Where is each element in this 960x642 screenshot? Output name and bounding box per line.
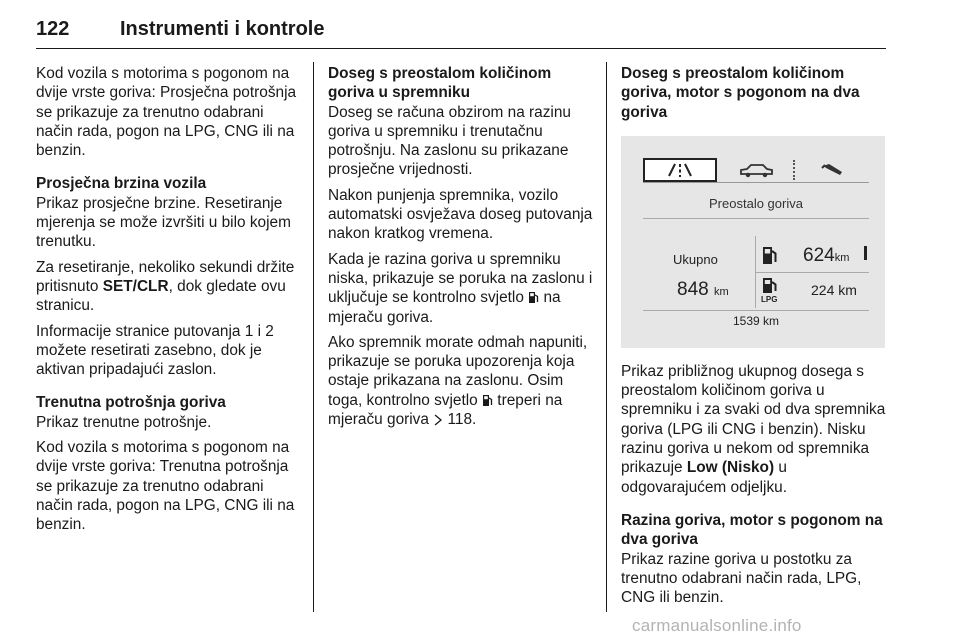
display-fuel2-range: 224 km <box>811 281 857 298</box>
display-sum-range: 1539 km <box>732 313 780 328</box>
watermark: carmanualsonline.info <box>632 616 802 635</box>
display-horizontal-separator <box>755 272 869 273</box>
tabs-underline <box>643 182 869 183</box>
current-consumption-paragraph: Prikaz trenutne potrošnje. <box>36 413 212 431</box>
average-speed-paragraph: Prikaz prosječne brzine. Resetiranje mjerenja se može izvršiti u bilo kojem trenutku. <box>36 194 291 251</box>
refuel-paragraph: Nakon punjenja spremnika, vozilo automatski osvježava doseg putovanja nakon kratkog vremena. <box>328 186 593 243</box>
set-clr-key: SET/CLR <box>102 277 169 295</box>
bifuel-consumption-paragraph: Kod vozila s motorima s pogonom na dvije vrste goriva: Trenutna potrošnja se prikazuje za trenutno odabrani način rada, pogon na LPG, CNG ili na benzin. <box>36 439 295 534</box>
empty-tank-text-a: Ako spremnik morate odmah napuniti, prikazuje se poruka upozorenja koja ostaje prikazana na zaslonu. Osim toga, kontrolno svjetlo <box>328 333 588 409</box>
display-label-total: Ukupno <box>673 251 718 267</box>
range-display-figure <box>621 136 885 348</box>
fuel-pump-icon <box>528 291 539 304</box>
empty-tank-paragraph <box>328 333 594 429</box>
low-fuel-text-a: Kada je razina goriva u spremniku niska, prikazuje se poruka na zaslonu i uključuje se kontrolno svjetlo <box>328 250 593 307</box>
car-icon <box>719 158 793 182</box>
tab-road <box>643 158 717 182</box>
intro-paragraph: Kod vozila s motorima s pogonom na dvije vrste goriva: Prosječna potrošnja se prikazuje za trenutno odabrani način rada, pogon na LPG, CNG ili na benzin. <box>36 65 297 160</box>
reset-text-a: Za resetiranje, nekoliko sekundi držite pritisnuto <box>36 258 295 295</box>
fuel1-range-value: 624 <box>803 244 835 266</box>
display-total-range <box>677 280 729 302</box>
low-label: Low (Nisko) <box>686 459 775 477</box>
low-fuel-text-b: na mjeraču goriva. <box>328 289 561 326</box>
heading-average-speed: Prosječna brzina vozila <box>36 175 207 193</box>
display-screen <box>643 158 869 326</box>
display-tabs <box>643 158 869 184</box>
total-range-value: 848 <box>677 278 709 300</box>
fuel1-range-unit: km <box>834 251 850 264</box>
heading-current-consumption: Trenutna potrošnja goriva <box>36 394 226 412</box>
column-1 <box>36 64 302 541</box>
display-description-text: Prikaz približnog ukupnog dosega s preostalom količinom goriva u spremniku i za svaki od dva spremnika goriva (LPG ili CNG i benzin). Nisku razinu goriva u nekom od spremnika prikazuje <box>621 362 886 477</box>
range-paragraph: Doseg se računa obzirom na razinu goriva u spremniku i trenutačnu potrošnju. Na zaslonu su prikazane prosječne vrijednosti. <box>328 103 571 179</box>
display-title: Preostalo goriva <box>709 195 803 211</box>
column-2 <box>328 64 594 435</box>
trip-info-paragraph: Informacije stranice putovanja 1 i 2 možete resetirati zasebno, dok je aktivan pripadajući zaslon. <box>36 322 274 379</box>
low-fuel-paragraph <box>328 250 594 327</box>
wrench-icon <box>795 158 869 182</box>
display-level-marker <box>864 246 867 260</box>
fuel-pump-icon <box>761 245 779 267</box>
fuel-pump-icon <box>482 394 493 407</box>
display-title-rule <box>643 218 869 219</box>
fuel-level-paragraph: Prikaz razine goriva u postotku za trenutno odabrani način rada, LPG, CNG ili benzin. <box>621 550 862 607</box>
reset-paragraph <box>36 258 302 316</box>
total-range-unit: km <box>713 285 729 298</box>
empty-tank-text-b: treperi na mjeraču goriva <box>328 391 563 429</box>
header-rule <box>36 48 886 49</box>
tab-service <box>795 158 869 182</box>
display-description-paragraph <box>621 362 889 497</box>
column-divider-1 <box>313 62 314 612</box>
road-icon <box>645 160 715 180</box>
display-description-end: u odgovarajućem odjeljku. <box>621 459 787 496</box>
column-3 <box>621 64 889 613</box>
page-number: 122 <box>36 18 70 40</box>
display-fuel1-range <box>803 246 849 268</box>
lpg-pump-icon <box>761 276 787 304</box>
page-header <box>36 14 886 50</box>
chapter-title: Instrumenti i kontrole <box>120 18 325 40</box>
heading-fuel-level: Razina goriva, motor s pogonom na dva goriva <box>621 511 883 549</box>
heading-range: Doseg s preostalom količinom goriva u spremniku <box>328 65 552 102</box>
column-divider-2 <box>606 62 607 612</box>
reset-text-b: , dok gledate ovu stranicu. <box>36 277 286 315</box>
heading-bifuel-range: Doseg s preostalom količinom goriva, motor s pogonom na dva goriva <box>621 65 860 121</box>
lpg-badge: LPG <box>761 294 778 304</box>
tab-car <box>719 158 793 182</box>
reference-arrow-icon[interactable] <box>433 414 443 426</box>
display-bottom-rule <box>643 310 869 311</box>
page-reference[interactable]: 118. <box>447 411 477 429</box>
